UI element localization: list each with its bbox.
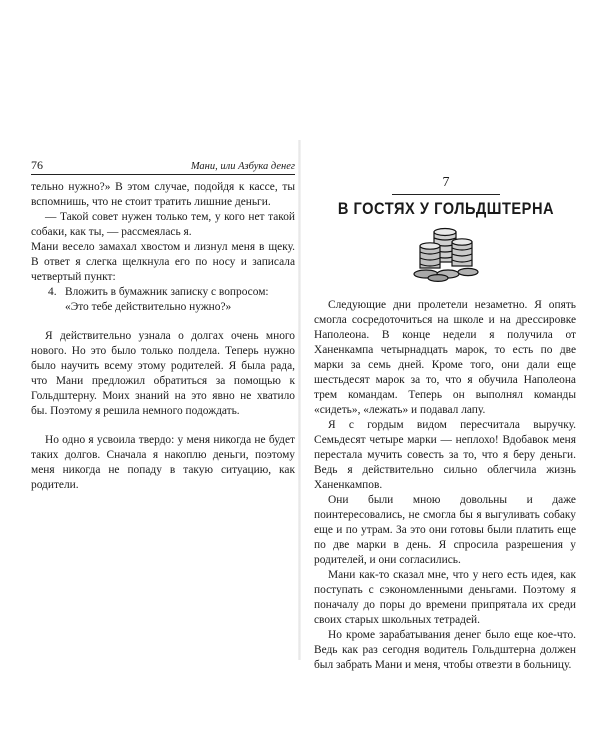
paragraph: Но кроме зарабатывания денег было еще кое-что. Ведь как раз сегодня водитель Гольдштерна должен был забрать Мани и меня, чтобы отвезти в больницу.	[314, 629, 576, 671]
list-item-number: 4.	[48, 286, 57, 298]
paragraph: Я с гордым видом пересчитала выручку. Семьдесят четыре марки — неплохо! Вдобавок меня перестала мучить совесть за то, что я беру деньги. Ведь я действительно сильно облегчила жизнь Ханенкампов.	[314, 419, 576, 491]
paragraph: тельно нужно?» В этом случае, подойдя к кассе, ты вспомнишь, что не стоит тратить лишние деньги.	[31, 181, 295, 208]
chapter-title: В ГОСТЯХ У ГОЛЬДШТЕРНА	[337, 199, 555, 218]
page-number: 76	[31, 158, 43, 172]
list-item	[48, 285, 295, 315]
paragraph: Я действительно узнала о долгах очень много нового. Но это было только полдела. Теперь нужно было научить всему этому родителей. Я была рада, что Мани предложил обратиться за помощью к Гольдштерну. Моих знаний на это явно не хватило бы. Поэтому я решила немного подождать.	[31, 330, 295, 417]
list-item-text: Вложить в бумажник записку с вопросом: «Это тебе действительно нужно?»	[65, 286, 269, 313]
paragraph: Следующие дни пролетели незаметно. Я опять смогла сосредоточиться на школе и на дрессировке Наполеона. В конце недели я получила от Ханенкампа четырнадцать марок, то есть по две марки за семь дней. Кроме того, они дали еще шестьдесят марок за то, что я обучила Наполеона трем командам. Теперь он выполнял команды «сидеть», «лежать» и подавал лапу.	[314, 299, 576, 416]
paragraph: Мани весело замахал хвостом и лизнул меня в щеку. В ответ я слегка щелкнула его по носу и записала четвертый пункт:	[31, 241, 295, 283]
chapter-rule	[392, 194, 500, 195]
chapter-number: 7	[442, 175, 450, 190]
left-body-text	[31, 180, 295, 493]
paragraph: Они были мною довольны и даже поинтересовались, не смогла бы я выгуливать собаку еще и по утрам. За это они готовы были платить еще по две марки в день. Я спросила разрешения у родителей, и они согласились.	[314, 494, 576, 566]
header-rule	[31, 174, 295, 175]
running-title: Мани, или Азбука денег	[190, 161, 295, 172]
paragraph: — Такой совет нужен только тем, у кого нет такой собаки, как ты, — рассмеялась я.	[31, 211, 295, 238]
paragraph: Но одно я усвоила твердо: у меня никогда не будет таких долгов. Сначала я накоплю деньги, поэтому меня никогда не попаду в такую ситуацию, как родители.	[31, 434, 295, 491]
running-head	[31, 158, 295, 173]
paragraph: Мани как-то сказал мне, что у него есть идея, как поступать с сэкономленными деньгами. Поэтому я поначалу до поры до времени припрятала их среди своих старых школьных тетрадей.	[314, 569, 576, 626]
right-body-text	[314, 298, 576, 673]
coin-stacks-icon	[408, 222, 484, 282]
